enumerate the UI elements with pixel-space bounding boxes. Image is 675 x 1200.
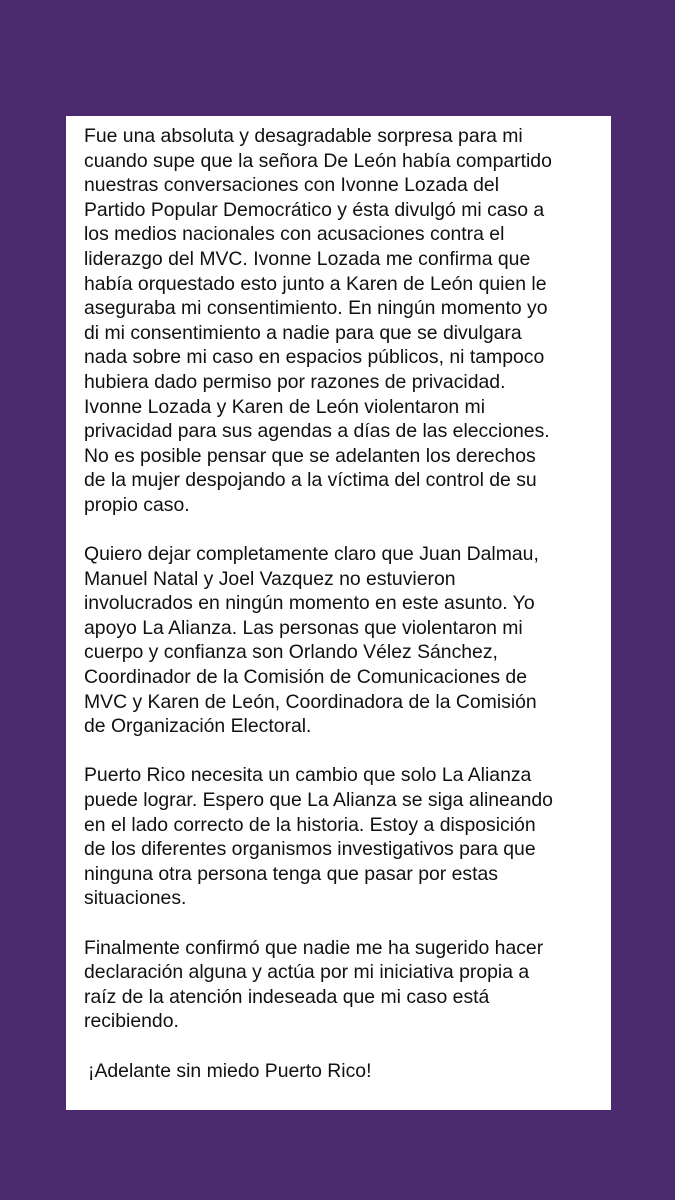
paragraph-1: Fue una absoluta y desagradable sorpresa para mi cuando supe que la señora De León había compartido nuestras conversaciones con Ivonne Lozada del Partido Popular Democrático y ésta divulgó mi caso a los medios nacionales con acusaciones contra el liderazgo del MVC. Ivonne Lozada me confirma que había orquestado esto junto a Karen de León quien le aseguraba mi consentimiento. En ningún momento yo di mi consentimiento a nadie para que se divulgara nada sobre mi caso en espacios públicos, ni tampoco hubiera dado permiso por razones de privacidad. Ivonne Lozada y Karen de León violentaron mi privacidad para sus agendas a días de las elecciones. No es posible pensar que se adelanten los derechos de la mujer despojando a la víctima del control de su propio caso. [84,125,552,516]
paragraph-4: Finalmente confirmó que nadie me ha sugerido hacer declaración alguna y actúa por mi iniciativa propia a raíz de la atención indeseada que mi caso está recibiendo. [84,936,544,1033]
paragraph-spacer [84,739,599,764]
closing-line: ¡Adelante sin miedo Puerto Rico! [88,1059,372,1082]
statement-card [66,116,611,1110]
paragraph-2: Quiero dejar completamente claro que Juan Dalmau, Manuel Natal y Joel Vazquez no estuvieron involucrados en ningún momento en este asunto. Yo apoyo La Alianza. Las personas que violentaron mi cuerpo y confianza son Orlando Vélez Sánchez, Coordinador de la Comisión de Comunicaciones de MVC y Karen de León, Coordinadora de la Comisión de Organización Electoral. [84,543,539,738]
paragraph-spacer [84,518,599,543]
paragraph-spacer [84,911,599,936]
paragraph-3: Puerto Rico necesita un cambio que solo La Alianza puede lograr. Espero que La Alianza se siga alineando en el lado correcto de la historia. Estoy a disposición de los diferentes organismos investigativos para que ninguna otra persona tenga que pasar por estas situaciones. [84,764,553,910]
paragraph-spacer [84,1034,599,1059]
